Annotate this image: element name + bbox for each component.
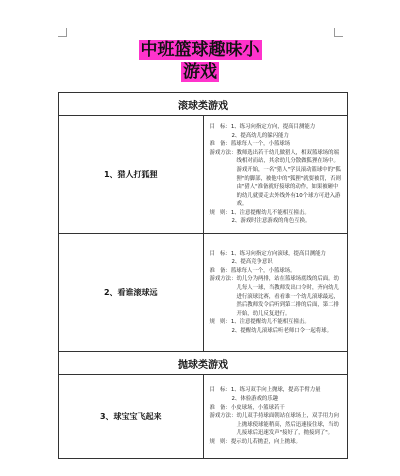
- line-text: 2、体验游戏的乐趣: [231, 396, 279, 403]
- line-text: 幼儿双手持球面朝站在球场上，双手用力向上抛球使球能稍高，然后迅速接住球，当幼儿接球后迅速发声"接好了，抛接到了"。: [236, 413, 339, 437]
- title-line-1: 中班篮球趣味小: [140, 40, 260, 60]
- section-heading-throwing: 抛球类游戏: [59, 352, 348, 375]
- line-text: 1、注意提醒幼儿不能相互撞击。: [230, 319, 310, 326]
- games-table: [58, 92, 348, 459]
- line-text: 提示幼儿若抛歪，向上抛球。: [230, 438, 301, 445]
- corner-mark-right: [334, 28, 343, 37]
- game-description: [203, 375, 348, 459]
- line-label: 规 则：: [209, 209, 231, 216]
- corner-mark-left: [58, 28, 67, 37]
- line-text: 2、游戏时注意游戏的角色互换。: [231, 218, 311, 225]
- line-label: 目 标：: [209, 250, 231, 257]
- line-label: 目 标：: [209, 123, 231, 130]
- game-name: 3、球宝宝飞起来: [59, 375, 204, 459]
- line-text: 小皮球场，小篮球若干: [230, 404, 285, 411]
- line-text: 幼儿分为两排，站在篮球场底线的后面。幼儿每人一球，当教师发出口令时，齐向幼儿进行滚球比赛，看看谁一个幼儿滚球最远，然后教师发令后听到第二排的后面，第二排开始，幼儿反复进行。: [236, 276, 339, 317]
- title-line-2: 游戏: [183, 62, 217, 82]
- line-label: 游戏方法：: [209, 276, 237, 283]
- line-label: 游戏方法：: [209, 149, 237, 156]
- line-label: 规 则：: [209, 438, 231, 445]
- line-text: 1、练习向指定方向，提高目测能力: [230, 123, 316, 130]
- game-name: 1、猎人打狐狸: [59, 116, 204, 234]
- game-name: 2、看谁滚球远: [59, 234, 204, 352]
- line-text: 1、练习双手向上抛球，提高手臂力量: [230, 387, 321, 394]
- line-label: 游戏方法：: [209, 413, 237, 420]
- page-title: [139, 40, 262, 82]
- title-block: [0, 40, 400, 82]
- line-text: 篮球每人一个，小篮球场。: [230, 267, 296, 274]
- line-label: 规 则：: [209, 319, 231, 326]
- line-text: 教师选出若干幼儿做猎人，相双篮球场的端线相对而站，其余幼儿分散做狐狸在场中。游戏开始，一名"猎人"学员滚动篮球中的"狐狸"的脚部，被他中的"狐狸"就要被罚，否则由"猎人"准备就好接球的动作，如果被砸中的幼儿就要走去外线外有10个球方可进入游戏。: [236, 149, 341, 208]
- line-label: 准 备：: [209, 267, 231, 274]
- section-heading-rolling: 滚球类游戏: [59, 93, 348, 116]
- line-label: 准 备：: [209, 404, 231, 411]
- line-label: 目 标：: [209, 387, 231, 394]
- game-description: [203, 116, 348, 234]
- line-label: 准 备：: [209, 141, 231, 148]
- line-text: 1、练习向指定方向滚球，提高目测能力: [230, 250, 326, 257]
- line-text: 2、提高竞争意识: [231, 259, 273, 266]
- line-text: 1、注意提醒幼儿不能相互撞击。: [230, 209, 310, 216]
- line-text: 2、提高幼儿的躲闪能力: [231, 132, 289, 139]
- game-description: [203, 234, 348, 352]
- line-text: 2、提醒幼儿滚球后听老师口令一起将球。: [231, 327, 332, 334]
- line-text: 篮球每人一个，小篮球场: [230, 141, 291, 148]
